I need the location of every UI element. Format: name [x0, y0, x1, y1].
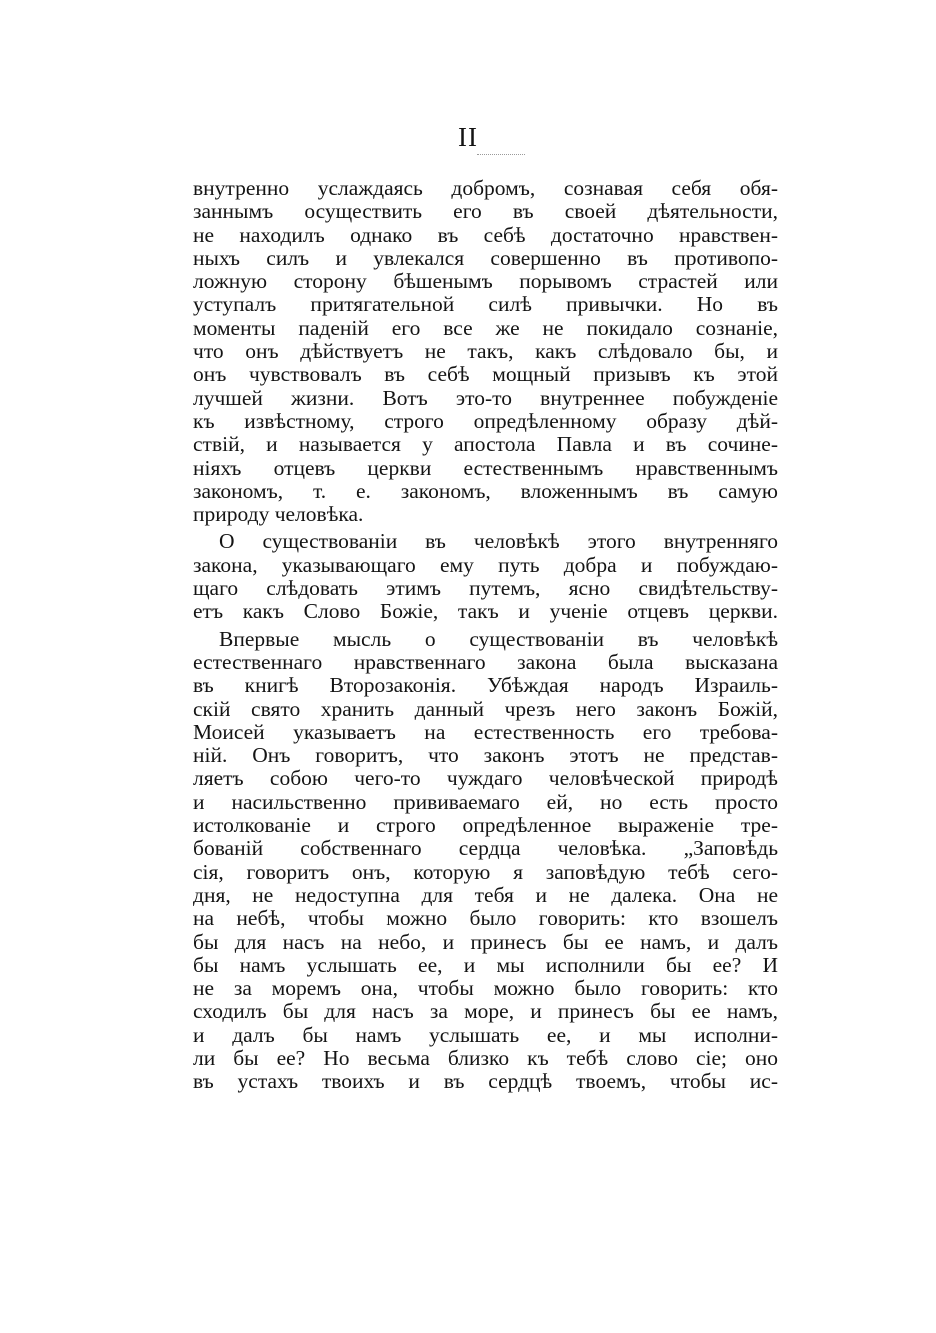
text-line: и далъ бы намъ услышать ее, и мы исполни-	[193, 1023, 778, 1047]
text-line: сія, говоритъ онъ, которую я заповѣдую тебѣ сего-	[193, 860, 778, 884]
text-line: етъ какъ Слово Божіе, такъ и ученіе отцевъ церкви.	[193, 600, 778, 624]
text-line: въ устахъ твоихъ и въ сердцѣ твоемъ, чтобы ис-	[193, 1070, 778, 1094]
text-line: бы для насъ на небо, и принесъ бы ее намъ, и далъ	[193, 930, 778, 954]
text-line: ляетъ собою чего-то чуждаго человѣческой природѣ	[193, 767, 778, 791]
text-line: скій свято хранить данный чрезъ него законъ Божій,	[193, 697, 778, 721]
text-line: ствій, и называется у апостола Павла и въ сочине-	[193, 433, 778, 457]
paragraph-2	[193, 530, 778, 623]
text-line: закономъ, т. е. закономъ, вложеннымъ въ самую	[193, 479, 778, 503]
text-line: къ извѣстному, строго опредѣленному образу дѣй-	[193, 409, 778, 433]
text-line: ли бы ее? Но весьма близко къ тебѣ слово сіе; оно	[193, 1046, 778, 1070]
text-line: бованій собственнаго сердца человѣка. „Заповѣдь	[193, 837, 778, 861]
text-line: въ книгѣ Второзаконія. Убѣждая народъ Израиль-	[193, 674, 778, 698]
body-text	[193, 177, 778, 1094]
text-line: закона, указывающаго ему путь добра и побуждаю-	[193, 553, 778, 577]
text-line: сходилъ бы для насъ за море, и принесъ бы ее намъ,	[193, 1000, 778, 1024]
text-line: уступалъ притягательной силѣ привычки. Но въ	[193, 293, 778, 317]
text-line: на небѣ, чтобы можно было говорить: кто взошелъ	[193, 907, 778, 931]
text-line: ложную сторону бѣшенымъ порывомъ страстей или	[193, 270, 778, 294]
text-line: природу человѣка.	[193, 503, 364, 527]
text-line: Моисей указываетъ на естественность его требова-	[193, 720, 778, 744]
text-line: внутренно услаждаясь добромъ, сознавая себя обя-	[193, 177, 778, 200]
text-line: и насильственно прививаемаго ей, но есть просто	[193, 790, 778, 814]
text-line: бы намъ услышать ее, и мы исполнили бы ее? И	[193, 953, 778, 977]
text-line: заннымъ осуществить его въ своей дѣятельности,	[193, 200, 778, 224]
text-line: что онъ дѣйствуетъ не такъ, какъ слѣдовало бы, и	[193, 340, 778, 364]
paragraph-1	[193, 177, 778, 526]
text-line: моменты паденій его все же не покидало сознаніе,	[193, 316, 778, 340]
text-line: не за моремъ она, чтобы можно было говорить: кто	[193, 977, 778, 1001]
text-line: истолкованіе и строго опредѣленное выраженіе тре-	[193, 814, 778, 838]
paragraph-3	[193, 628, 778, 1094]
text-line: ніяхъ отцевъ церкви естественнымъ нравственнымъ	[193, 456, 778, 480]
text-line: ній. Онъ говоритъ, что законъ этотъ не представ-	[193, 744, 778, 768]
text-line: Впервые мысль о существованіи въ человѣкѣ	[219, 627, 778, 651]
page-number-underline	[477, 154, 525, 155]
text-line: О существованіи въ человѣкѣ этого внутренняго	[219, 530, 778, 554]
text-line: естественнаго нравственнаго закона была высказана	[193, 650, 778, 674]
text-line: не находилъ однако въ себѣ достаточно нравствен-	[193, 223, 778, 247]
text-line: лучшей жизни. Вотъ это-то внутреннее побужденіе	[193, 386, 778, 410]
text-line: онъ чувствовалъ въ себѣ мощный призывъ къ этой	[193, 363, 778, 387]
text-line: ныхъ силъ и увлекался совершенно въ противопо-	[193, 246, 778, 270]
text-line: дня, не недоступна для тебя и не далека. Она не	[193, 883, 778, 907]
text-line: щаго слѣдовать этимъ путемъ, ясно свидѣтельству-	[193, 577, 778, 601]
page-number: II	[458, 122, 478, 152]
